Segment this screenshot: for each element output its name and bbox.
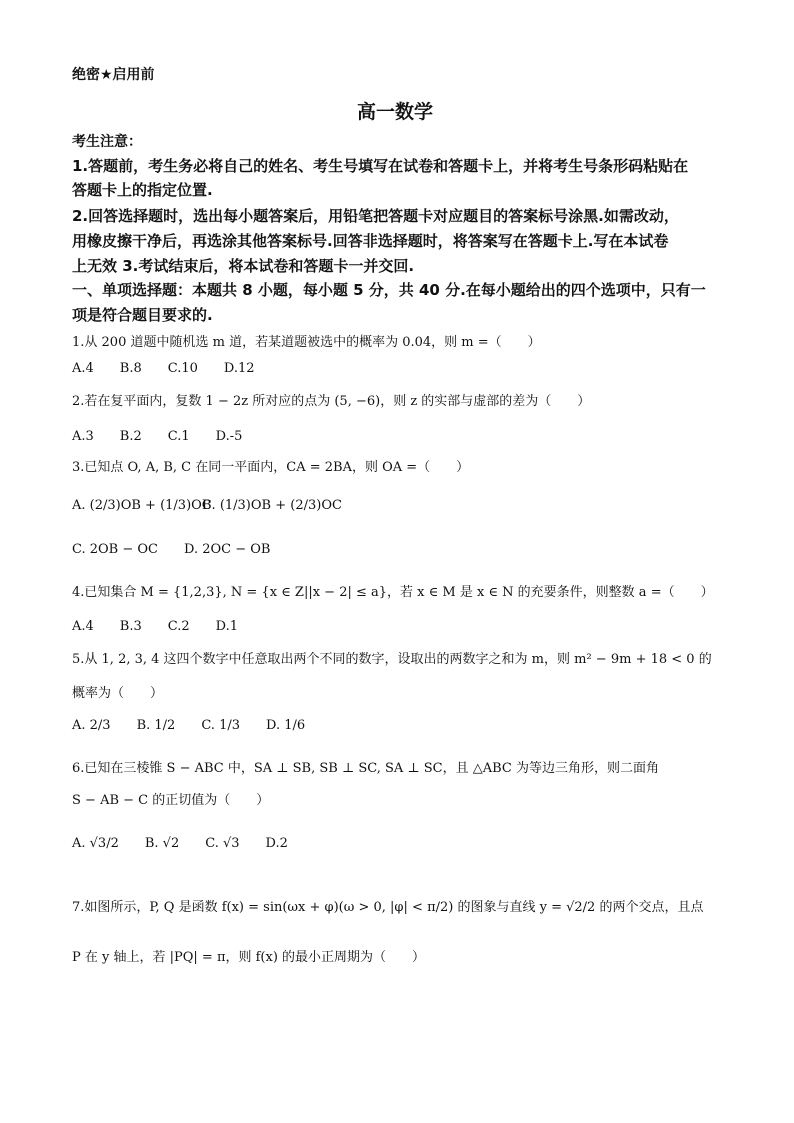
question-3-option-a: A. (2/3)OB + (1/3)OC [72, 498, 212, 513]
question-7-stem-line1: 7.如图所示，P, Q 是函数 f(x) = sin(ωx + φ)(ω > 0, |φ| < π/2) 的图象与直线 y = √2/2 的两个交点，且点 [72, 900, 704, 915]
question-3-option-d: D. 2OC − OB [184, 542, 271, 557]
notice-heading: 考生注意： [72, 134, 142, 150]
question-7-stem-line2: P 在 y 轴上，若 |PQ| = π，则 f(x) 的最小正周期为（ ） [72, 950, 426, 965]
notice-line: 1.答题前，考生务必将自己的姓名、考生号填写在试卷和答题卡上，并将考生号条形码粘贴在 [72, 157, 689, 175]
question-3-option-b: B. (1/3)OB + (2/3)OC [202, 498, 342, 513]
question-4-options: A.4 B.3 C.2 D.1 [72, 619, 238, 634]
question-1-options: A.4 B.8 C.10 D.12 [72, 361, 255, 376]
question-6-stem-line1: 6.已知在三棱锥 S − ABC 中，SA ⊥ SB, SB ⊥ SC, SA ⊥ SC，且 △ABC 为等边三角形，则二面角 [72, 761, 659, 776]
question-1-stem: 1.从 200 道题中随机选 m 道，若某道题被选中的概率为 0.04，则 m =（ ） [72, 335, 541, 350]
notice-line: 用橡皮擦干净后，再选涂其他答案标号.回答非选择题时，将答案写在答题卡上.写在本试卷 [72, 232, 669, 250]
question-3-option-c: C. 2OB − OC [72, 542, 158, 557]
question-4-stem: 4.已知集合 M = {1,2,3}, N = {x ∈ Z||x − 2| ≤ a}，若 x ∈ M 是 x ∈ N 的充要条件，则整数 a =（ ） [72, 585, 714, 600]
section-heading-line1: 一、单项选择题：本题共 8 小题，每小题 5 分，共 40 分.在每小题给出的四个选项中，只有一 [72, 281, 706, 299]
notice-line: 上无效 3.考试结束后，将本试卷和答题卡一并交回. [72, 257, 415, 275]
question-2-options: A.3 B.2 C.1 D.-5 [72, 429, 243, 444]
page-title: 高一数学 [357, 101, 434, 123]
question-6-stem-line2: S − AB − C 的正切值为（ ） [72, 793, 270, 808]
question-2-stem: 2.若在复平面内，复数 1 − 2z 所对应的点为 (5, −6)，则 z 的实部与虚部的差为（ ） [72, 394, 591, 409]
question-5-stem-line1: 5.从 1, 2, 3, 4 这四个数字中任意取出两个不同的数字，设取出的两数字之和为 m，则 m² − 9m + 18 < 0 的 [72, 652, 712, 667]
question-3-stem: 3.已知点 O, A, B, C 在同一平面内，CA = 2BA，则 OA =（ ） [72, 460, 470, 475]
notice-line: 2.回答选择题时，选出每小题答案后，用铅笔把答题卡对应题目的答案标号涂黑.如需改动， [72, 207, 679, 225]
question-5-options: A. 2/3 B. 1/2 C. 1/3 D. 1/6 [72, 718, 306, 733]
confidential-label: 绝密★启用前 [72, 67, 155, 83]
notice-line: 答题卡上的指定位置. [72, 181, 213, 199]
section-heading-line2: 项是符合题目要求的. [72, 306, 213, 324]
question-6-options: A. √3/2 B. √2 C. √3 D.2 [72, 836, 288, 851]
question-5-stem-line2: 概率为（ ） [72, 686, 164, 701]
